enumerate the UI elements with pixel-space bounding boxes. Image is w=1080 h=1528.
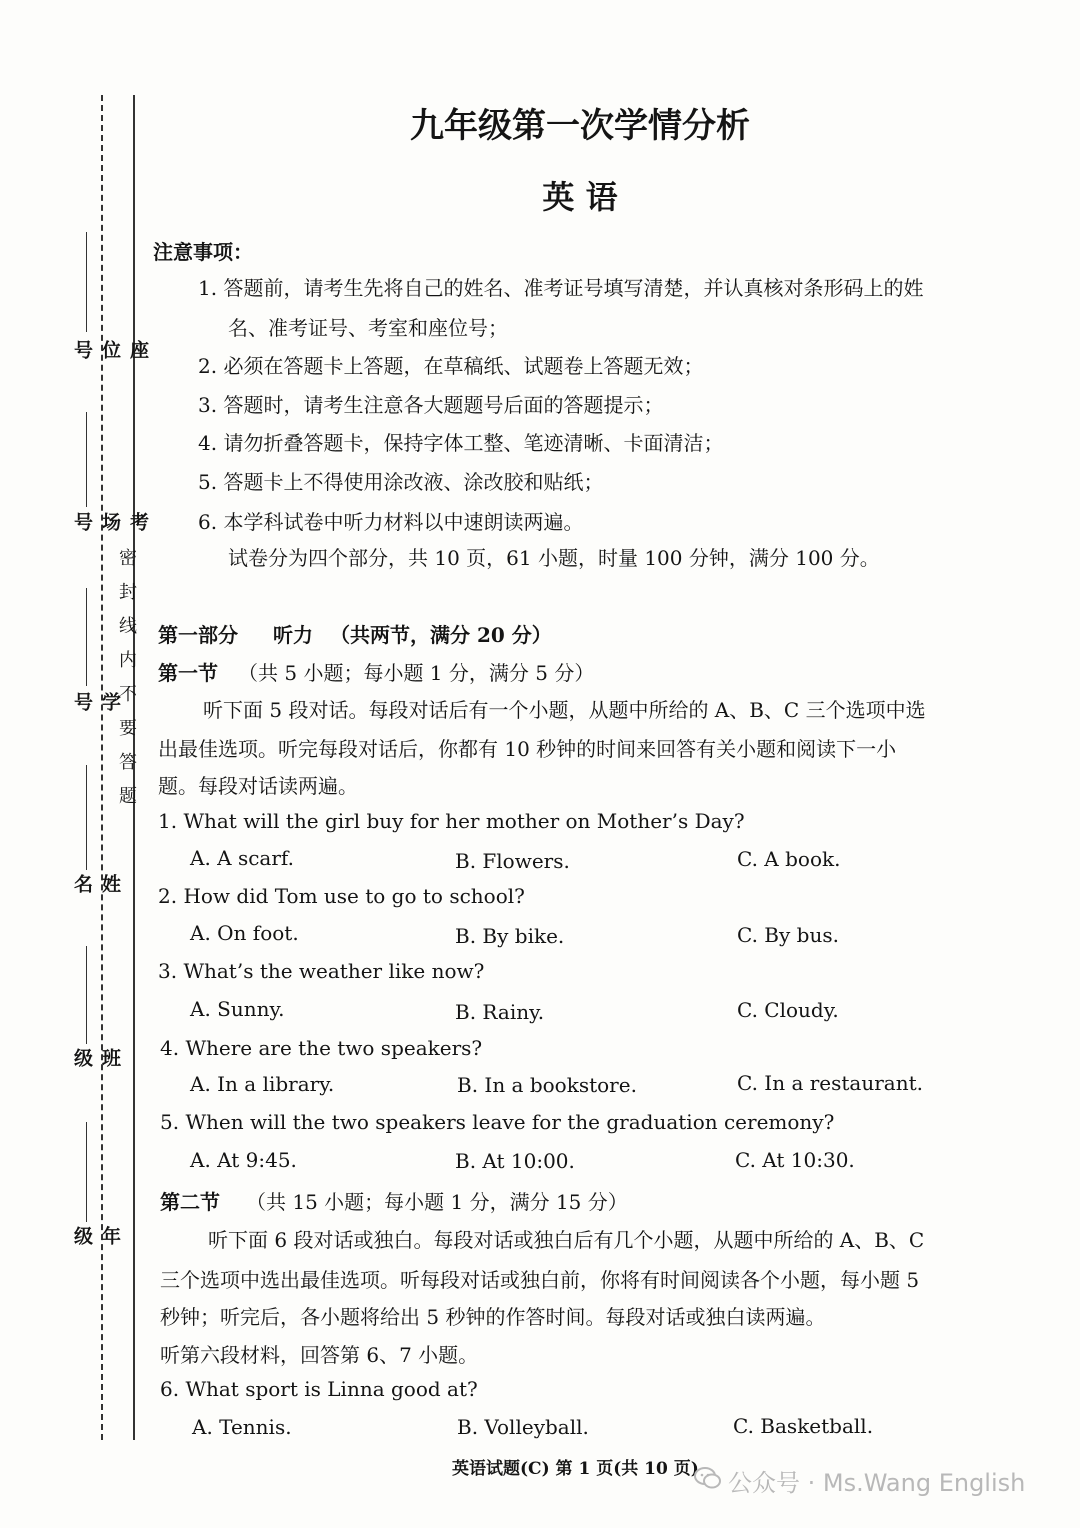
- section1-instruction: 听下面 5 段对话。每段对话后有一个小题，从题中所给的 A、B、C 三个选项中选: [203, 698, 926, 722]
- part1-title: 第一部分: [158, 623, 238, 647]
- question-stem: 3. What’s the weather like now?: [158, 959, 485, 983]
- notice-item: 6. 本学科试卷中听力材料以中速朗读两遍。: [198, 510, 584, 534]
- notice-item: 4. 请勿折叠答题卡，保持字体工整、笔迹清晰、卡面清洁；: [198, 431, 724, 455]
- option-b[interactable]: B. By bike.: [455, 924, 565, 948]
- name-label: 姓 名: [71, 874, 121, 893]
- exam-room-blank[interactable]: [86, 412, 87, 507]
- student-number-label: 学 号: [71, 692, 121, 711]
- option-b[interactable]: B. Volleyball.: [457, 1415, 589, 1439]
- seal-notice: 密封线内不要答题: [116, 548, 137, 820]
- notice-item: 3. 答题时，请考生注意各大题题号后面的答题提示；: [198, 393, 664, 417]
- question-stem: 6. What sport is Linna good at?: [160, 1377, 478, 1401]
- watermark-text: 公众号 · Ms.Wang English: [728, 1469, 1026, 1497]
- option-a[interactable]: A. In a library.: [190, 1072, 335, 1096]
- notice-item: 1. 答题前，请考生先将自己的姓名、准考证号填写清楚，并认真核对条形码上的姓: [198, 276, 924, 300]
- exam-room-label: 考场号: [71, 512, 149, 531]
- option-a[interactable]: A. On foot.: [190, 921, 299, 945]
- student-number-blank[interactable]: [86, 588, 87, 686]
- option-b[interactable]: B. At 10:00.: [455, 1149, 575, 1173]
- material-prompt: 听第六段材料，回答第 6、7 小题。: [160, 1343, 479, 1367]
- seat-number-blank[interactable]: [86, 232, 87, 332]
- option-c[interactable]: C. Basketball.: [733, 1414, 874, 1438]
- option-b[interactable]: B. In a bookstore.: [457, 1073, 637, 1097]
- notice-item: 名、准考证号、考室和座位号；: [228, 316, 508, 340]
- section1-instruction: 出最佳选项。听完每段对话后，你都有 10 秒钟的时间来回答有关小题和阅读下一小: [158, 737, 897, 761]
- part1-note: （共两节，满分 20 分）: [330, 623, 552, 647]
- section2-title: 第二节: [160, 1190, 220, 1214]
- section2-instruction: 三个选项中选出最佳选项。听每段对话或独白前，你将有时间阅读各个小题，每小题 5: [160, 1268, 920, 1292]
- grade-blank[interactable]: [86, 1122, 87, 1222]
- section1-instruction: 题。每段对话读两遍。: [158, 774, 358, 798]
- option-c[interactable]: C. Cloudy.: [737, 998, 839, 1022]
- question-stem: 1. What will the girl buy for her mother on Mother’s Day?: [158, 809, 745, 833]
- wechat-icon: [694, 1466, 722, 1490]
- option-b[interactable]: B. Rainy.: [455, 1000, 545, 1024]
- option-a[interactable]: A. A scarf.: [190, 846, 294, 870]
- option-c[interactable]: C. A book.: [737, 847, 841, 871]
- seat-number-label: 座位号: [71, 340, 149, 359]
- question-stem: 2. How did Tom use to go to school?: [158, 884, 525, 908]
- name-blank[interactable]: [86, 765, 87, 870]
- part1-name: 听力: [273, 623, 313, 647]
- option-a[interactable]: A. Tennis.: [192, 1415, 292, 1439]
- class-blank[interactable]: [86, 946, 87, 1044]
- section2-instruction: 秒钟；听完后，各小题将给出 5 秒钟的作答时间。每段对话或独白读两遍。: [160, 1305, 826, 1329]
- notice-summary: 试卷分为四个部分，共 10 页，61 小题，时量 100 分钟，满分 100 分。: [228, 546, 880, 570]
- option-b[interactable]: B. Flowers.: [455, 849, 570, 873]
- subject-title: 英 语: [542, 178, 618, 216]
- option-c[interactable]: C. By bus.: [737, 923, 839, 947]
- section2-note: （共 15 小题；每小题 1 分，满分 15 分）: [246, 1190, 628, 1214]
- option-c[interactable]: C. In a restaurant.: [737, 1071, 923, 1095]
- grade-label: 年 级: [71, 1226, 121, 1245]
- question-stem: 4. Where are the two speakers?: [160, 1036, 483, 1060]
- option-a[interactable]: A. Sunny.: [190, 997, 285, 1021]
- class-label: 班 级: [71, 1048, 121, 1067]
- page-title: 九年级第一次学情分析: [410, 106, 750, 146]
- section1-note: （共 5 小题；每小题 1 分，满分 5 分）: [238, 661, 595, 685]
- page-footer: 英语试题(C) 第 1 页(共 10 页): [452, 1459, 699, 1479]
- section2-instruction: 听下面 6 段对话或独白。每段对话或独白后有几个小题，从题中所给的 A、B、C: [208, 1228, 925, 1252]
- notice-item: 2. 必须在答题卡上答题，在草稿纸、试题卷上答题无效；: [198, 354, 704, 378]
- section1-title: 第一节: [158, 661, 218, 685]
- question-stem: 5. When will the two speakers leave for the graduation ceremony?: [160, 1110, 835, 1134]
- option-c[interactable]: C. At 10:30.: [735, 1148, 855, 1172]
- notice-item: 5. 答题卡上不得使用涂改液、涂改胶和贴纸；: [198, 470, 604, 494]
- option-a[interactable]: A. At 9:45.: [190, 1148, 297, 1172]
- notice-heading: 注意事项：: [153, 240, 253, 264]
